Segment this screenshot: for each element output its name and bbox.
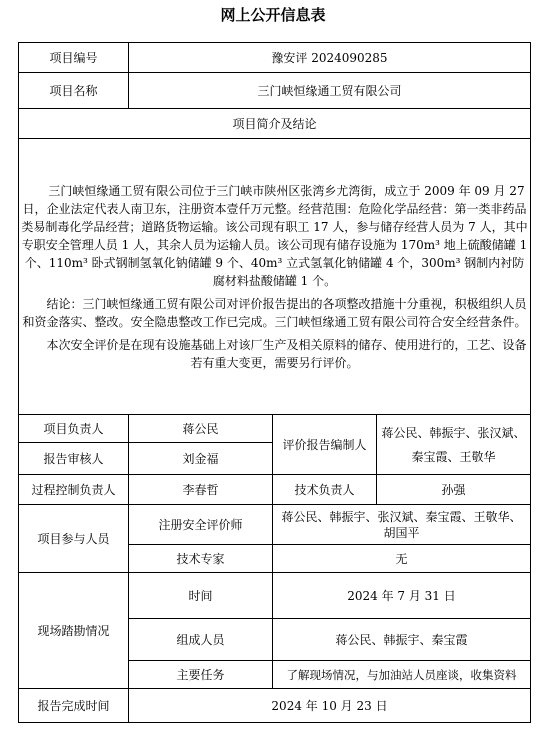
row-evaluators <box>19 505 531 545</box>
row-project-no <box>19 43 531 73</box>
evaluator-line2: 胡国平 <box>383 525 420 540</box>
report-author-line2: 秦宝霞、王敬华 <box>411 449 496 464</box>
project-leader-value: 蒋公民 <box>129 415 273 443</box>
report-author-line1: 蒋公民、韩振宇、张汉斌、 <box>381 425 526 440</box>
survey-task-label: 主要任务 <box>129 661 273 689</box>
evaluator-line1: 蒋公民、韩振宇、张汉斌、秦宝霞、王敬华、 <box>281 509 522 524</box>
project-leader-label: 项目负责人 <box>19 415 129 443</box>
row-project-name <box>19 73 531 109</box>
row-completion <box>19 689 531 723</box>
expert-value: 无 <box>273 545 531 573</box>
report-reviewer-label: 报告审核人 <box>19 443 129 475</box>
participants-label: 项目参与人员 <box>19 505 129 573</box>
tech-leader-value: 孙强 <box>377 475 531 505</box>
survey-time-label: 时间 <box>129 573 273 619</box>
survey-task-value: 了解现场情况，与加油站人员座谈，收集资料 <box>273 661 531 689</box>
completion-value: 2024 年 10 月 23 日 <box>129 689 531 723</box>
summary-conclusion: 结论：三门峡恒缘通工贸有限公司对评价报告提出的各项整改措施十分重视，积极组织人员和资金落实、整改。安全隐患整改工作已完成。三门峡恒缘通工贸有限公司符合安全经营条件。 <box>22 296 527 329</box>
summary-body <box>19 139 531 415</box>
survey-label: 现场踏勘情况 <box>19 573 129 689</box>
row-summary-heading <box>19 109 531 139</box>
project-name-label: 项目名称 <box>19 73 129 109</box>
summary-heading: 项目简介及结论 <box>19 109 531 139</box>
completion-label: 报告完成时间 <box>19 689 129 723</box>
survey-time-value: 2024 年 7 月 31 日 <box>273 573 531 619</box>
report-reviewer-value: 刘金福 <box>129 443 273 475</box>
project-no-label: 项目编号 <box>19 43 129 73</box>
project-name-value: 三门峡恒缘通工贸有限公司 <box>129 73 531 109</box>
expert-label: 技术专家 <box>129 545 273 573</box>
report-author-value <box>377 415 531 475</box>
survey-members-value: 蒋公民、韩振宇、秦宝霞 <box>273 619 531 661</box>
process-control-label: 过程控制负责人 <box>19 475 129 505</box>
evaluator-value <box>273 505 531 545</box>
summary-intro: 三门峡恒缘通工贸有限公司位于三门峡市陕州区张湾乡尤湾街，成立于 2009 年 09 月 27 日，企业法定代表人南卫东，注册资本壹仟万元整。经营范围：危险化学品经营：第一类非药品类易制毒化学品经营；道路货物运输。该公司现有职工 17 人，参与储存经营人员为 7 人，其中专职安全管理人员 1 人，其余人员为运输人员。该公司现有储存设施为 170m³ 地上硫酸储罐 1 个、110m³ 卧式钢制氢氧化钠储罐 9 个、40m³ 立式氢氧化钠储罐 4 个，300m³ 钢制内衬防腐材料盐酸储罐 1 个。 <box>21 183 528 288</box>
info-table <box>18 42 531 723</box>
evaluator-label: 注册安全评价师 <box>129 505 273 545</box>
survey-members-label: 组成人员 <box>129 619 273 661</box>
row-survey-time <box>19 573 531 619</box>
report-author-label: 评价报告编制人 <box>273 415 377 475</box>
process-control-value: 李春哲 <box>129 475 273 505</box>
summary-note: 本次安全评价是在现有设施基础上对该厂生产及相关原料的储存、使用进行的，工艺、设备若有重大变更，需要另行评价。 <box>46 337 527 370</box>
project-no-value: 豫安评 2024090285 <box>129 43 531 73</box>
row-process-control <box>19 475 531 505</box>
row-project-leader <box>19 415 531 443</box>
page-title: 网上公开信息表 <box>220 6 326 24</box>
tech-leader-label: 技术负责人 <box>273 475 377 505</box>
row-summary-body <box>19 139 531 415</box>
